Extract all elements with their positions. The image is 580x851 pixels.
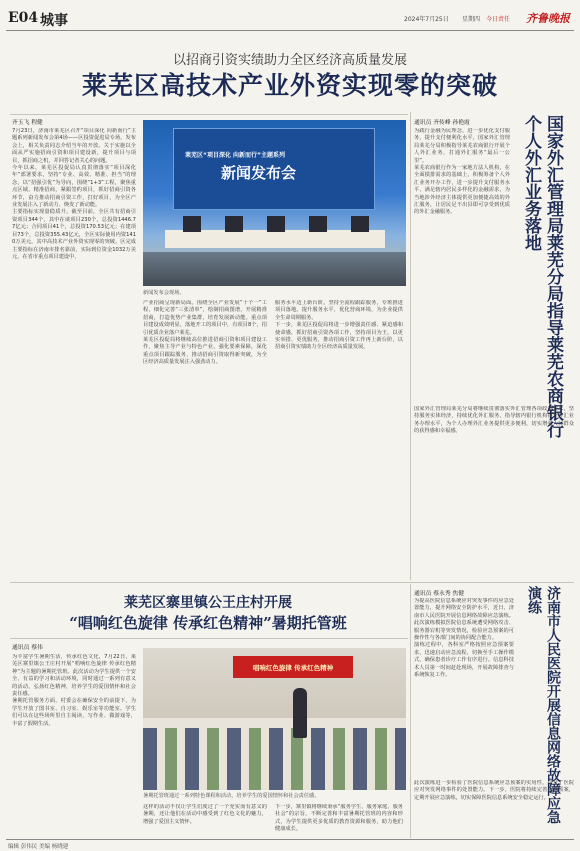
article1-byline: 齐玉飞 程健 xyxy=(12,120,43,126)
issue-date: 2024年7月25日 xyxy=(404,16,449,23)
article3-headline-line1: 莱芜区寨里镇公王庄村开展 xyxy=(124,595,292,611)
press-conference-photo xyxy=(143,120,406,286)
article3-byline: 通讯员 蔡伟 xyxy=(12,645,43,651)
banner-line2: 新闻发布会 xyxy=(221,164,297,182)
children-group xyxy=(143,728,406,790)
editor-label: 今日责任 xyxy=(486,16,511,23)
paper-logo: 齐鲁晚报 xyxy=(526,12,570,25)
section-name: 城事 xyxy=(40,13,68,29)
article2-body-col2: 国家外汇管理局莱芜分局将继续贯彻落实外汇管理各项政策要求，坚持服务实体经济，持续优化外汇服务，指导辖内银行机构提升外汇业务办理水平，为个人办理外汇业务提供更多便利，切实增强人民群众的获得感和幸福感。 xyxy=(414,406,574,435)
divider xyxy=(10,638,408,639)
banner-line1: 莱芜区“项目深化 向新而行”主题系列 xyxy=(185,152,285,159)
speaker-table xyxy=(165,230,385,248)
article2-byline: 通讯员 齐传峰 孙艳霞 xyxy=(414,120,470,126)
page-code: E04 xyxy=(8,10,39,26)
article1-headline: 莱芜区高技术产业外资实现零的突破 xyxy=(81,71,498,100)
teacher-figure xyxy=(293,688,307,738)
column-divider xyxy=(410,112,411,580)
speakers xyxy=(183,216,373,232)
article4-headline: 济南市人民医院开展信息网络故障应急演练 xyxy=(526,586,561,824)
weekday: 星期四 xyxy=(462,16,481,23)
masthead xyxy=(6,4,574,31)
article1-body-col1: 7月23日，济南市莱芜区召开“项目深化 向新而行”主题系列新闻发布会第4场——区投资促进局专场。发布会上，相关负责同志介绍当年的开放。关于实施以全面从严实施招商引资和项目建设新，提升项目与项目，抓招商之机，并回答记者关心的问题。 今年以来，莱芜区投促局认真贯彻落实“项目深化年”部署要求，坚持“专业、高效、精准、担当”的理念，以“招强引优”为导向，围绕“1+3”工程，聚焦重点区域、精准招商，紧跟签约项目，抓好招商引资各环节，奋力推动招商引资工作，打好项目，为全区产业发展注入了新动力、焕发了新动能。 主要指标实现量稳质升。截至目前，全区共有招商引资项目344个，其中在谈项目230个，总投资1446.77亿元；合同项目41个，总投资170.53亿元；在建项目73个，总投资355.43亿元，全区实际使用内资1410万美元。其中高技术产业外资实现零的突破。区完成主要指标在济南市排名靠前，实际到位资金1032万美元，在省市重点项目建设中， xyxy=(12,128,136,260)
article3-body-col2: 这样的活动不仅让学生们度过了一个充实而有意义的暑期，还让他们在活动中感受到了红色文化的魅力，增强了爱国主义情怀。 xyxy=(143,804,267,825)
article4-body-col1: 为提高医院信息系统应对突发事件的应急处置能力，提升网络安全防护水平，近日，济南市人民医院开展信息网络故障应急演练。此次演练模拟医院信息系统遭受网络攻击、服务器宕机等突发情况，检验应急预案的可操作性与各部门间的协同配合能力。 演练过程中，各科室严格按照应急预案要求，迅速启动应急流程，切换至手工操作模式，确保患者诊疗工作有序进行。信息科技术人员第一时间赶赴现场，开展故障排查与系统恢复工作。 xyxy=(414,598,514,679)
article3-body-col1: 为丰富学生暑期生活，传承红色文化，7月22日，莱芜区寨里镇公王庄村开展“唱响红色旋律 传承红色精神”为主题的暑期托管班。此次活动为学生提供一个安全、有益的学习和活动环境，同时通过一系列有意义的活动，弘扬红色精神，培养学生的爱国情怀和社会责任感。 暑期托管服务方面，村委会在确保安全的前提下，为学生开放了图书室、自习室、娱乐室等功能室。学生们可以在这些场所里自主阅读、写作业、做游戏等，丰富了假期生活。 xyxy=(12,654,136,727)
article3-headline-line2: “唱响红色旋律 传承红色精神”暑期托管班 xyxy=(69,614,347,632)
article1-kicker: 以招商引资实绩助力全区经济高质量发展 xyxy=(172,53,407,68)
article1-body-col2: 产业招商呈现新局面。围绕全区产业发展“十个一”工程，细化完善“三张清单”，绘制招商图谱，开展精准招商，打造优势产业集群，培育发展新动能。重点项目建设成效明显，落地开工的项目中，有项目8个，招引优质企业落户莱芜。 莱芜区投促局将继续高位推进招商引资和项目建设工作，聚焦主导产业与特色产业，强化要素保障，深化重点项目跟踪服务，推动招商引资取得新突破，为全区经济高质量发展注入强劲动力。 xyxy=(143,300,267,366)
article4-body-col2: 此次演练进一步检验了医院信息系统应急预案的实用性，提升了医院应对突发网络事件的处置能力。下一步，医院将持续完善应急预案，定期开展应急演练，切实保障医院信息系统安全稳定运行。 xyxy=(414,780,574,801)
footer-rule xyxy=(6,839,574,840)
divider xyxy=(10,582,574,583)
article1-body-col3: 服务水平迈上新台阶。坚持全流程跟踪服务，专班推进项目落地。提升服务水平，优化营商环境，为企业提供全生命周期服务。 下一步，莱芜区投促局将进一步增强责任感、紧迫感和使命感，抓好招商引资各项工作，坚持项目为王，以更实举措、更优服务，推动招商引资工作再上新台阶，以招商引资实绩助力全区经济高质量发展。 xyxy=(275,300,403,351)
article3-photo-caption: 暑期托管班通过一系列特色课程和活动，培养学生的爱国情怀和社会责任感。 xyxy=(143,793,320,799)
article3-body-col3: 下一步，寨里镇将继续秉承“服务学生、服务家庭、服务社会”的宗旨，不断完善和丰富暑期托管班的内容和形式，为学生提供更多优质的教育资源和服务，助力他们健康成长。 xyxy=(275,804,403,833)
article1-photo-caption: 新闻发布会现场。 xyxy=(143,290,185,296)
article2-headline: 国家外汇管理局莱芜分局指导莱芜农商银行个人外汇业务落地 xyxy=(521,115,563,438)
press-audience xyxy=(143,252,406,286)
red-banner-text: 唱响红色旋律 传承红色精神 xyxy=(252,664,334,672)
article4-byline: 通讯员 蔡永秀 焦健 xyxy=(414,591,465,597)
divider xyxy=(10,114,408,115)
article2-body-col1: 为践行金融为民理念，进一步优化支付服务，提升支付便利化水平，国家外汇管理局莱芜分局积极指导莱芜农商银行开展个人外汇业务，打通外汇服务“最后一公里”。 莱芜农商银行作为一家地方法人机构，在全面摸排需求的基础上，积极筹备个人外汇业务开办工作，进一步提升支付服务水平，满足辖内居民多样化的金融需求，为当地涉外经济主体提供更加便捷高效的外汇服务，让居民足不出县即可享受到优质的外汇金融服务。 xyxy=(414,128,510,216)
footer-editors: 编辑 彭伟民 美编 杨晓建 xyxy=(8,844,69,850)
summer-camp-photo xyxy=(143,648,406,790)
column-divider xyxy=(410,584,411,838)
